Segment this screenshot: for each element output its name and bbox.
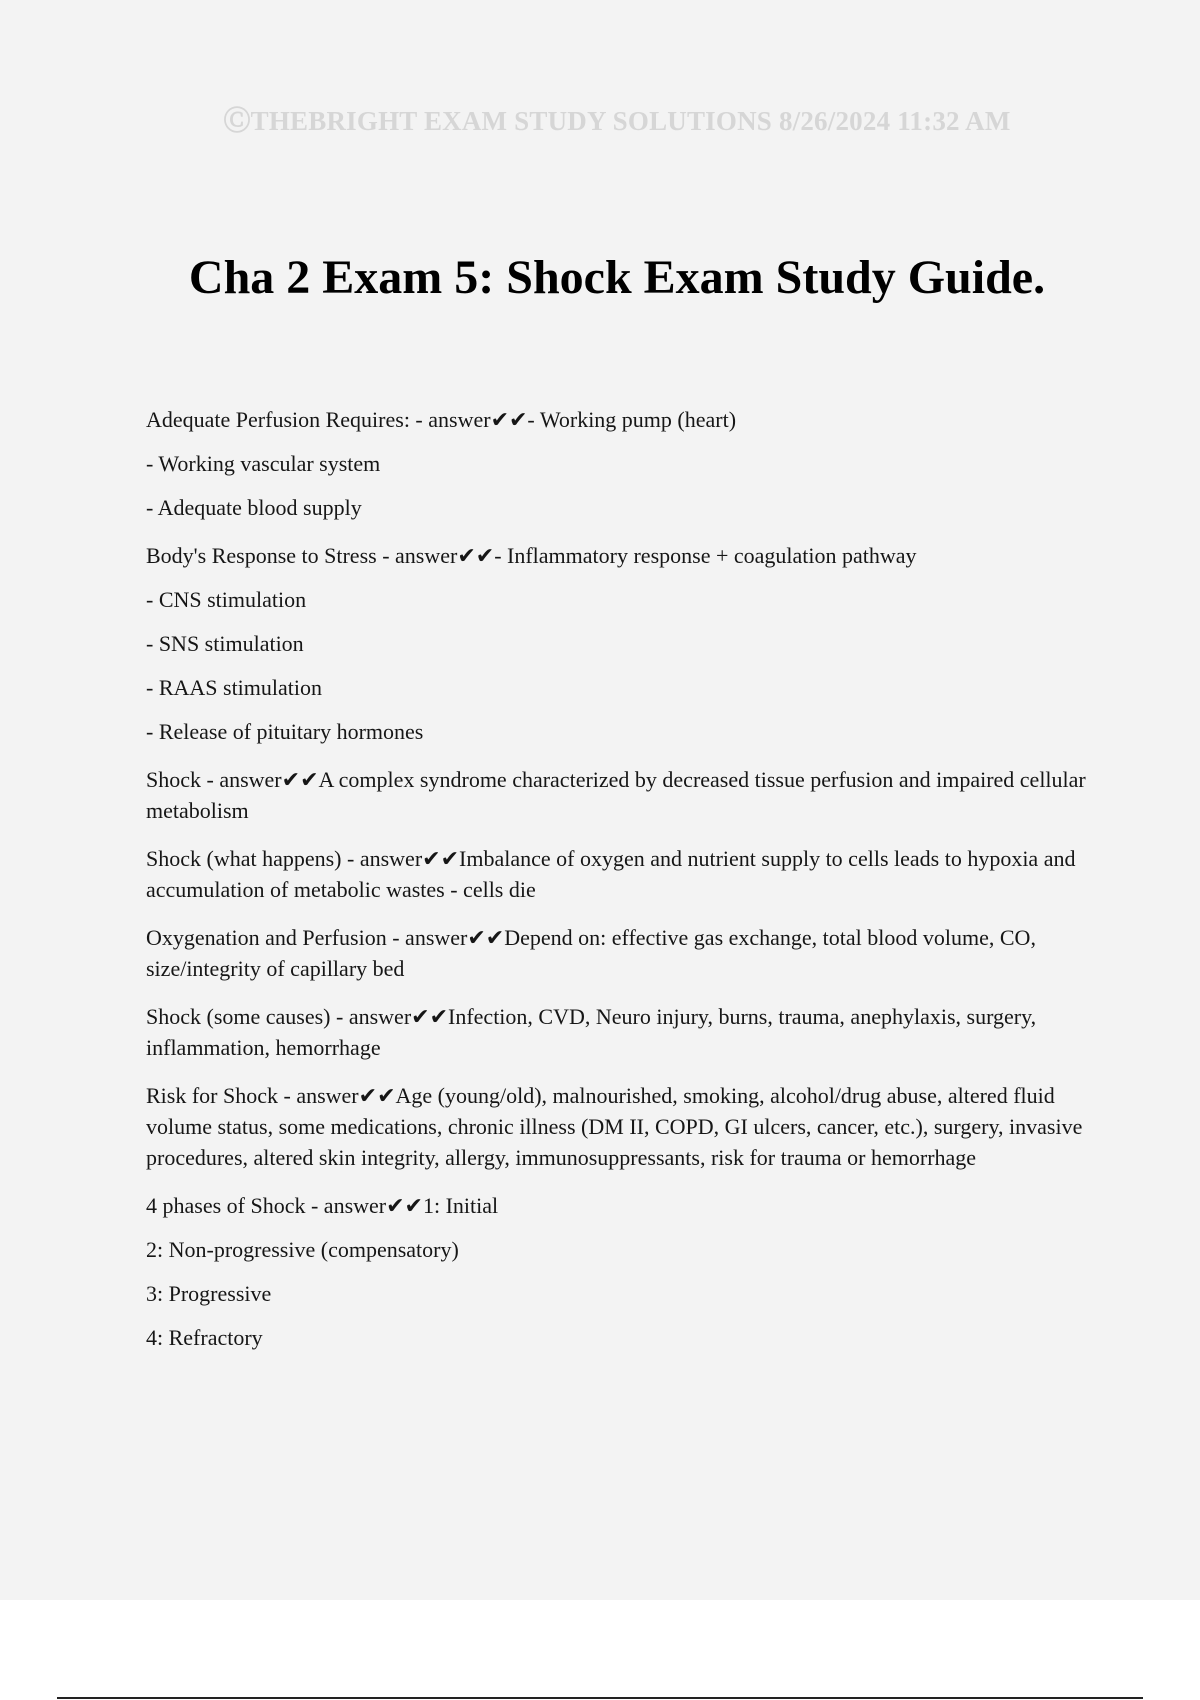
paragraph-risk-for-shock: Risk for Shock - answer✔✔Age (young/old), malnourished, smoking, alcohol/drug abuse, altered fluid volume status, some medications, chronic illness (DM II, COPD, GI ulcers, cancer, etc.), surgery, invasive procedures, altered skin integrity, allergy, immunosuppressants, risk for trauma or hemorrhage	[146, 1083, 1083, 1170]
paragraph-phase-refractory: 4: Refractory	[146, 1325, 263, 1350]
footer-divider	[57, 1697, 1143, 1699]
paragraph-shock-definition: Shock - answer✔✔A complex syndrome characterized by decreased tissue perfusion and impaired cellular metabolism	[146, 767, 1086, 823]
study-guide-content	[146, 404, 1086, 1353]
watermark-text: ⒸTHEBRIGHT EXAM STUDY SOLUTIONS 8/26/2024 11:32 AM	[223, 106, 1011, 136]
paragraph-pituitary: - Release of pituitary hormones	[146, 719, 424, 744]
paragraph-working-vascular: - Working vascular system	[146, 451, 381, 476]
paragraph-shock-causes: Shock (some causes) - answer✔✔Infection, CVD, Neuro injury, burns, trauma, anephylaxis, surgery, inflammation, hemorrhage	[146, 1004, 1037, 1060]
paragraph-sns: - SNS stimulation	[146, 631, 304, 656]
paragraph-shock-what-happens: Shock (what happens) - answer✔✔Imbalance of oxygen and nutrient supply to cells leads to hypoxia and accumulation of metabolic wastes - cells die	[146, 846, 1076, 902]
paragraph-phase-non-progressive: 2: Non-progressive (compensatory)	[146, 1237, 459, 1262]
paragraph-response-to-stress: Body's Response to Stress - answer✔✔- Inflammatory response + coagulation pathway	[146, 543, 917, 568]
paragraph-adequate-perfusion: Adequate Perfusion Requires: - answer✔✔- Working pump (heart)	[146, 407, 737, 432]
paragraph-cns: - CNS stimulation	[146, 587, 307, 612]
paragraph-adequate-blood: - Adequate blood supply	[146, 495, 362, 520]
paragraph-oxygenation-perfusion: Oxygenation and Perfusion - answer✔✔Depend on: effective gas exchange, total blood volume, CO, size/integrity of capillary bed	[146, 925, 1036, 981]
document-title: Cha 2 Exam 5: Shock Exam Study Guide.	[188, 251, 1046, 304]
paragraph-phase-progressive: 3: Progressive	[146, 1281, 272, 1306]
paragraph-raas: - RAAS stimulation	[146, 675, 323, 700]
paragraph-phases-initial: 4 phases of Shock - answer✔✔1: Initial	[146, 1193, 499, 1218]
